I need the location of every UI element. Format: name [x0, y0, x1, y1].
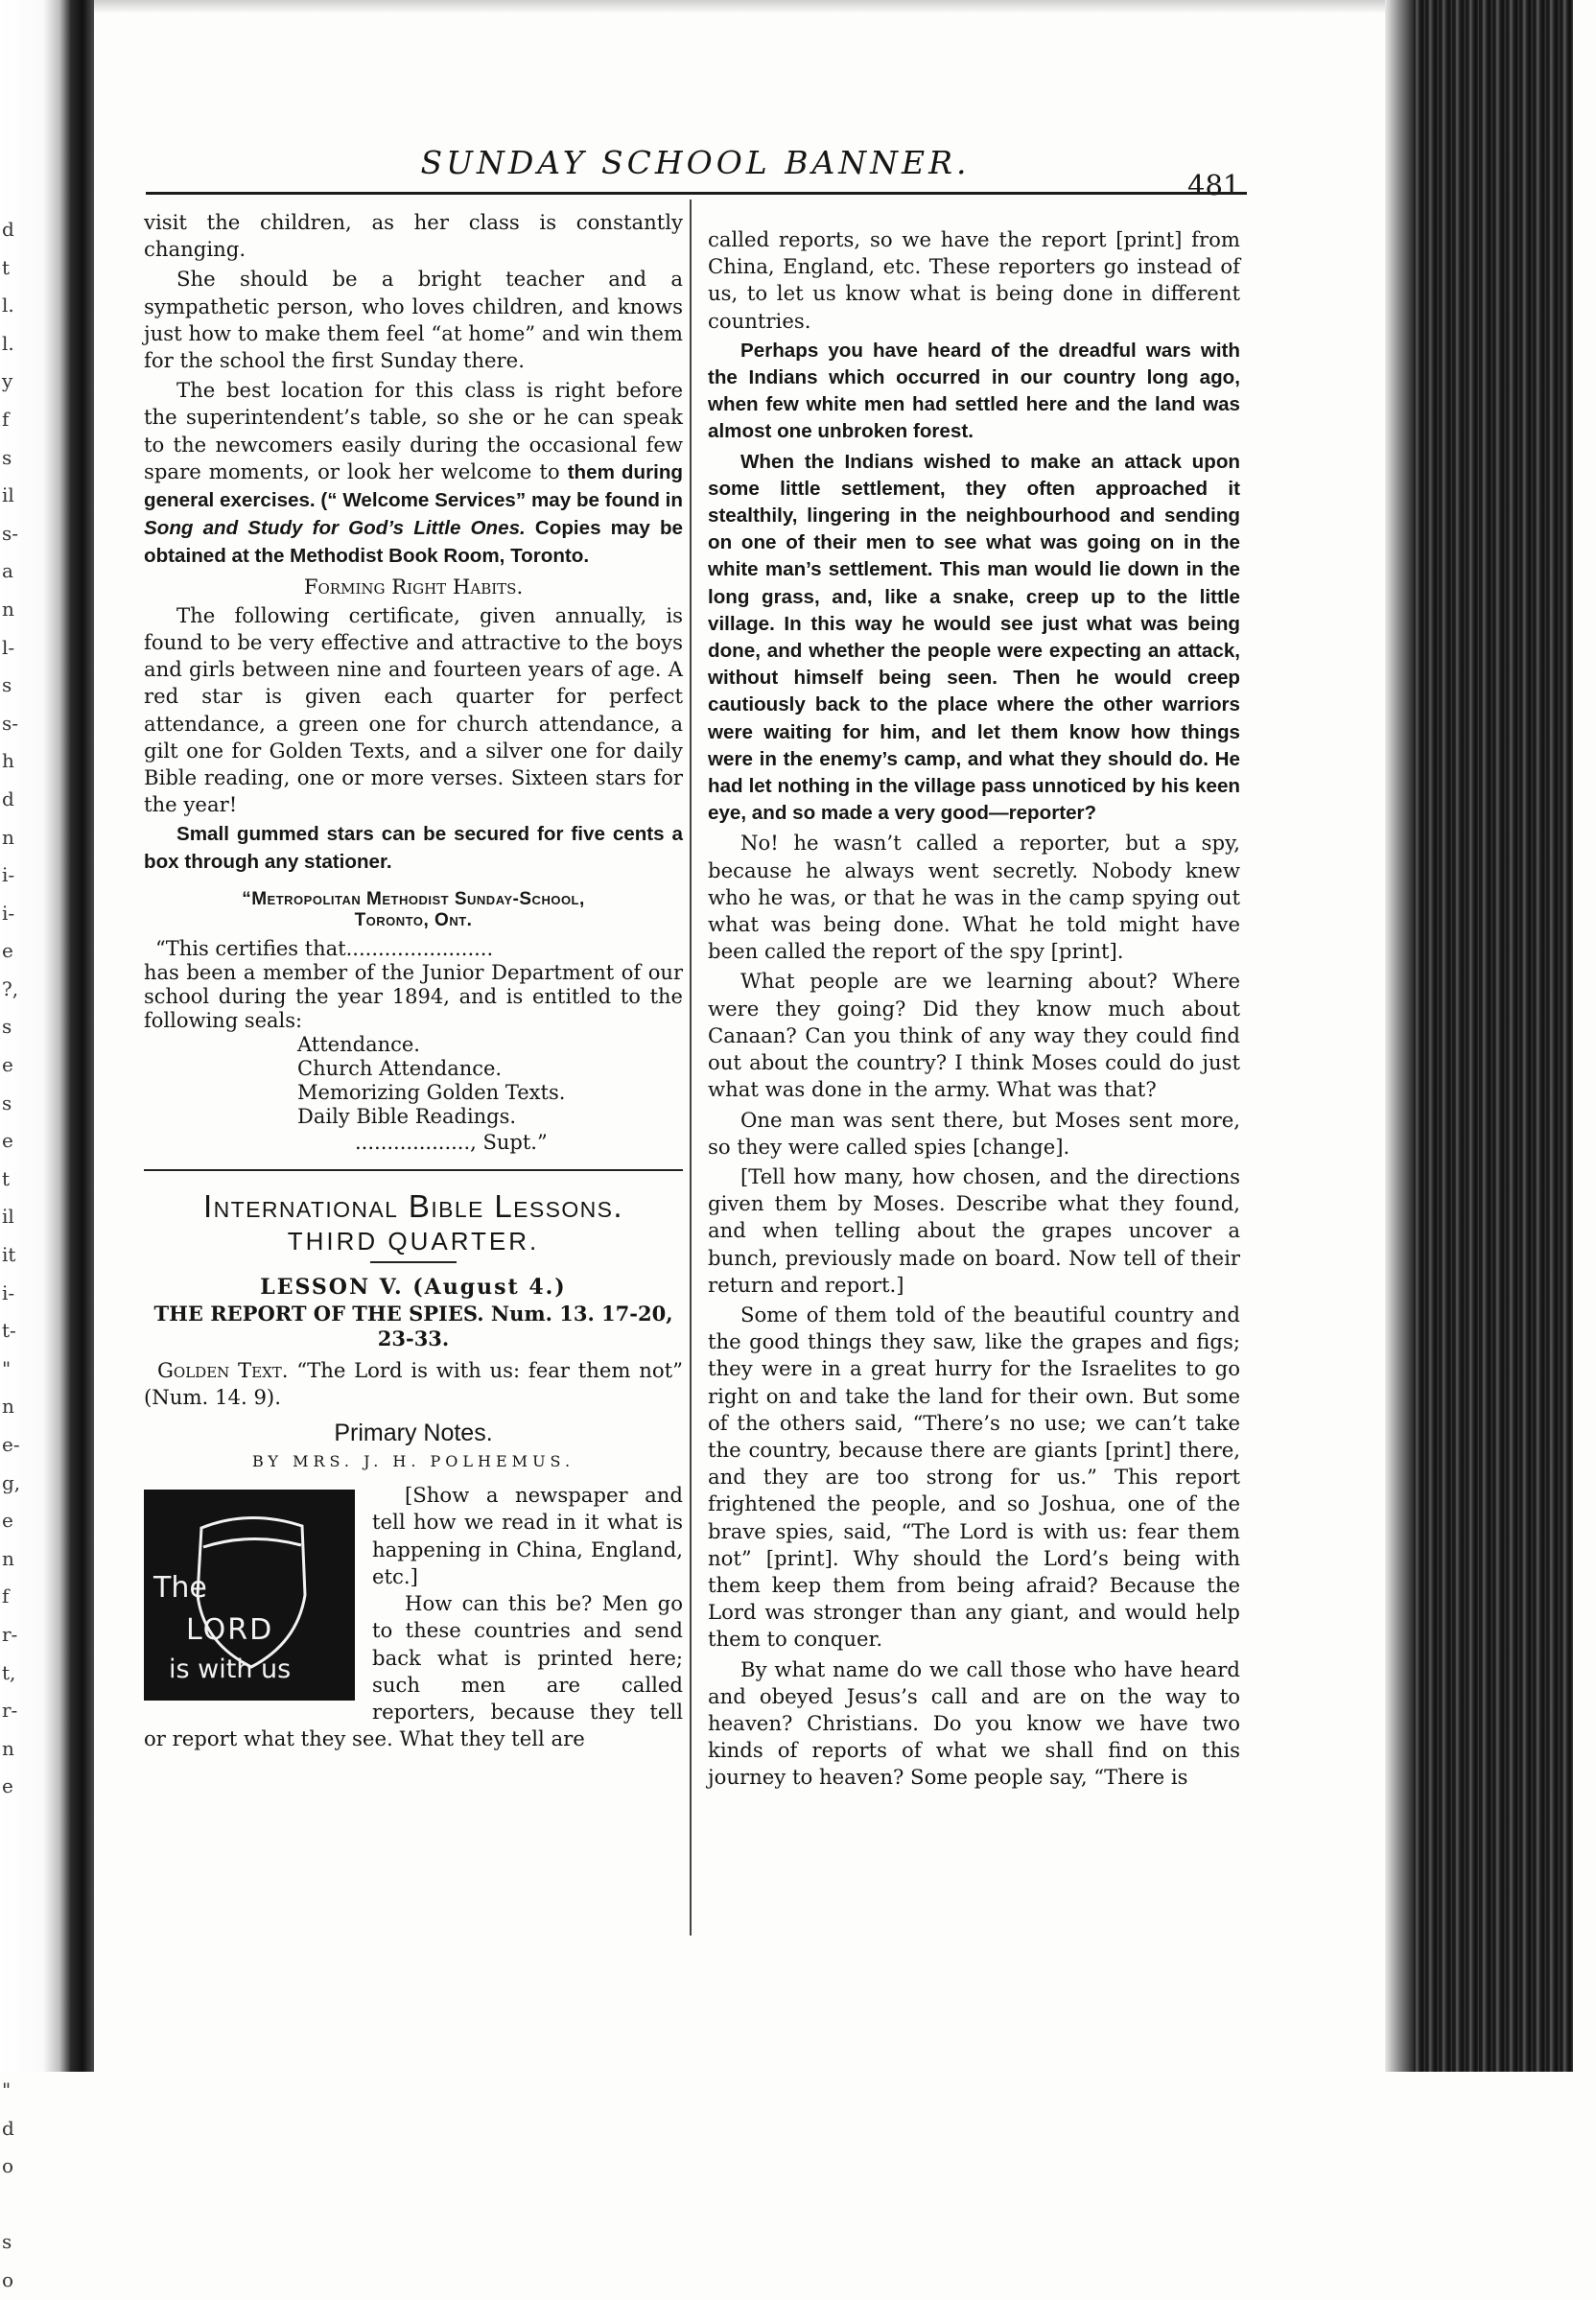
- margin-fragment: n: [2, 1395, 14, 1419]
- text-run: Copies may be obtained at the Methodist Book Room, Toronto.: [144, 517, 683, 568]
- margin-fragment: [2, 1806, 23, 1844]
- margin-fragment: n: [2, 1736, 14, 1760]
- golden-text-label: Golden Text.: [157, 1357, 289, 1382]
- margin-fragment: g,: [2, 1470, 21, 1494]
- margin-fragment: r-: [2, 1699, 18, 1723]
- margin-fragment: ": [2, 2078, 12, 2102]
- paragraph: How can this be? Men go to these countries and send back what is printed here; such men are called reporters, because they tell or report what they see. What they tell are: [144, 1591, 683, 1751]
- margin-fragment: n: [2, 1546, 14, 1570]
- section-rule: [144, 1169, 683, 1171]
- margin-fragment: o: [2, 2268, 14, 2292]
- left-column: [144, 209, 683, 1752]
- paragraph: The following certificate, given annually, is found to be very effective and attractive to the boys and girls between nine and fourteen years of age. A red star is given each quarter for perfect attendance, a green one for church attendance, a gilt one for Golden Texts, and a silver one for daily Bible reading, one or more verses. Sixteen stars for the year!: [144, 602, 683, 817]
- margin-fragment: t: [2, 255, 11, 279]
- margin-fragment: e-: [2, 1433, 20, 1456]
- running-head: SUNDAY SCHOOL BANNER.: [420, 144, 971, 181]
- margin-fragment: t: [2, 1166, 11, 1190]
- paragraph: called reports, so we have the report [print] from China, England, etc. These reporters go instead of us, to let us know what is being done in different countries.: [708, 227, 1240, 333]
- margin-fragment: ": [2, 1356, 12, 1380]
- margin-fragment: s: [2, 1015, 12, 1039]
- left-page-fragments: [2, 211, 23, 2300]
- margin-fragment: t-: [2, 1319, 16, 1343]
- margin-fragment: s-: [2, 711, 19, 735]
- margin-fragment: f: [2, 1584, 10, 1608]
- margin-fragment: d: [2, 2116, 14, 2140]
- margin-fragment: l.: [2, 293, 14, 317]
- certificate-header-line: “Metropolitan Methodist Sunday-School,: [242, 888, 585, 909]
- margin-fragment: d: [2, 218, 14, 241]
- margin-fragment: s: [2, 445, 12, 469]
- margin-fragment: s: [2, 2230, 12, 2254]
- golden-text: [144, 1357, 683, 1411]
- cut-text-lord: LORD: [186, 1613, 274, 1648]
- margin-fragment: e: [2, 1774, 13, 1798]
- certificate-body: [144, 937, 683, 1033]
- margin-fragment: s: [2, 1091, 12, 1115]
- margin-fragment: il: [2, 1205, 14, 1229]
- paragraph: visit the children, as her class is constantly changing.: [144, 210, 683, 262]
- margin-fragment: l.: [2, 331, 14, 355]
- margin-fragment: s: [2, 673, 12, 697]
- paragraph: One man was sent there, but Moses sent more, so they were called spies [change].: [708, 1107, 1240, 1159]
- margin-fragment: i-: [2, 1280, 15, 1304]
- header-rule: [146, 192, 1247, 195]
- paragraph: [144, 377, 683, 570]
- cut-text-the: The: [153, 1571, 207, 1606]
- book-title: Song and Study for God’s Little Ones.: [144, 517, 526, 540]
- top-shadow: [94, 0, 1389, 13]
- margin-fragment: e: [2, 1509, 13, 1533]
- paragraph: Perhaps you have heard of the dreadful wars with the Indians which occurred in our country long ago, when few white men had settled here and the land was almost one unbroken forest.: [708, 339, 1240, 443]
- notes-heading: Primary Notes.: [334, 1420, 493, 1447]
- lessons-title: International Bible Lessons.: [203, 1187, 623, 1224]
- margin-fragment: y: [2, 369, 13, 393]
- paragraph: [Show a newspaper and tell how we read in it what is happening in China, England, etc.]: [372, 1483, 683, 1588]
- primary-notes-body: [144, 1482, 683, 1752]
- seal-item: Daily Bible Readings.: [297, 1104, 517, 1128]
- paragraph: By what name do we call those who have heard and obeyed Jesus’s call and are on the way to heaven? Christians. Do you know we have two kinds of reports of what we shall find on this journey to heaven? Some people say, “There is: [708, 1656, 1240, 1790]
- margin-fragment: e: [2, 939, 13, 963]
- margin-fragment: e: [2, 1053, 13, 1077]
- margin-fragment: n: [2, 825, 14, 849]
- shield-icon: [144, 1490, 355, 1701]
- short-rule: [370, 1261, 457, 1263]
- certificate-text: has been a member of the Junior Department of our school during the year 1894, and is entitled to the following seals:: [144, 960, 683, 1032]
- certificate-text: “This certifies that.......................: [155, 936, 494, 960]
- paragraph: Small gummed stars can be secured for five cents a box through any stationer.: [144, 823, 683, 873]
- seal-list: [297, 1033, 683, 1129]
- margin-fragment: ?,: [2, 976, 19, 1000]
- margin-fragment: it: [2, 1243, 16, 1267]
- margin-fragment: [2, 2186, 23, 2224]
- margin-fragment: e: [2, 1129, 13, 1153]
- page-number: 481: [1187, 169, 1241, 201]
- margin-fragment: [2, 1844, 23, 1883]
- byline: BY MRS. J. H. POLHEMUS.: [251, 1452, 575, 1471]
- golden-text-body: “The Lord is with us: fear them not” (Num. 14. 9).: [144, 1357, 683, 1410]
- margin-fragment: o: [2, 2154, 14, 2178]
- right-column: [708, 226, 1240, 1795]
- margin-fragment: [2, 1996, 23, 2034]
- text-run: them during general exercises. (“ Welcome Services” may be found in: [144, 460, 683, 512]
- margin-fragment: d: [2, 786, 14, 810]
- margin-fragment: i-: [2, 901, 15, 925]
- margin-fragment: r-: [2, 1622, 18, 1646]
- paragraph: Some of them told of the beautiful country and the good things they saw, like the grapes and figs; they were in a great hurry for the Israelites to go right on and take the land for their own. But some of the others said, “There’s no use; we can’t take the country, because there are giants [print] there, and they are too strong for us.” This report frightened the people, and so Joshua, one of the brave spies, said, “The Lord is with us: fear them not” [print]. Why should the Lord’s being with them keep them from being afraid? Because the Lord was stronger than any giant, and would help them to conquer.: [708, 1302, 1240, 1652]
- margin-fragment: [2, 1882, 23, 1920]
- paragraph: What people are we learning about? Where were they going? Did they know much about Canaan? Can you think of any way they could find out about the country? I think Moses could do just what was done in the army. What was that?: [708, 969, 1240, 1102]
- margin-fragment: a: [2, 559, 13, 583]
- column-rule: [690, 199, 692, 1936]
- margin-fragment: i-: [2, 863, 15, 887]
- seal-item: Attendance.: [297, 1032, 420, 1056]
- quarter-heading: THIRD QUARTER.: [287, 1226, 540, 1256]
- lesson-title: THE REPORT OF THE SPIES. Num. 13. 17-20, 23-33.: [153, 1301, 673, 1350]
- paragraph: No! he wasn’t called a reporter, but a spy, because he always went secretly. Nobody knew who he was, or that he was in the camp spying out what was being done. What he told might have been called the report of the spy [print].: [708, 831, 1240, 964]
- margin-fragment: t,: [2, 1660, 16, 1684]
- paragraph: [Tell how many, how chosen, and the directions given them by Moses. Describe what they found, and when telling about the grapes uncover a bunch, previously made on board. Now tell of their return and report.]: [708, 1163, 1240, 1297]
- cut-text-with-us: is with us: [169, 1655, 292, 1685]
- signature-line: .................., Supt.”: [355, 1130, 548, 1154]
- book-page-edges: [1385, 0, 1596, 2072]
- paragraph: She should be a bright teacher and a sympathetic person, who loves children, and knows just how to make them feel “at home” and win them for the school the first Sunday there.: [144, 267, 683, 373]
- margin-fragment: n: [2, 597, 14, 621]
- margin-fragment: [2, 2034, 23, 2073]
- paragraph: When the Indians wished to make an attack upon some little settlement, they often approached it stealthily, lingering in the neighbourhood and sending on one of their men to see what was going on in the white man’s settlement. This man would lie down in the long grass, and, like a snake, creep up to the little village. In this way he would see just what was being done, and whether the people were expecting an attack, without himself being seen. Then he would creep cautiously back to the place where the other warriors were waiting for him, and let them know how things were in the enemy’s camp, and what they should do. He had let nothing in the village pass unnoticed by his keen eye, and so made a very good—reporter?: [708, 450, 1240, 825]
- certificate-header-line: Toronto, Ont.: [354, 909, 473, 930]
- seal-item: Memorizing Golden Texts.: [297, 1080, 566, 1104]
- margin-fragment: h: [2, 749, 14, 773]
- margin-fragment: il: [2, 483, 14, 507]
- margin-fragment: [2, 1958, 23, 1996]
- lesson-number: LESSON V. (August 4.): [260, 1274, 567, 1300]
- margin-fragment: s-: [2, 521, 19, 545]
- lord-is-with-us-illustration: [144, 1490, 355, 1701]
- certificate-header: [144, 889, 683, 931]
- subheading: Forming Right Habits.: [303, 574, 524, 598]
- seal-item: Church Attendance.: [297, 1056, 503, 1080]
- text-run: The best location for this class is right before the superintendent’s table, so she or he can speak to the newcomers easily during the occasional few spare moments, or look her welcome to: [144, 378, 683, 483]
- margin-fragment: l-: [2, 635, 15, 659]
- margin-fragment: [2, 1920, 23, 1959]
- margin-fragment: f: [2, 407, 10, 431]
